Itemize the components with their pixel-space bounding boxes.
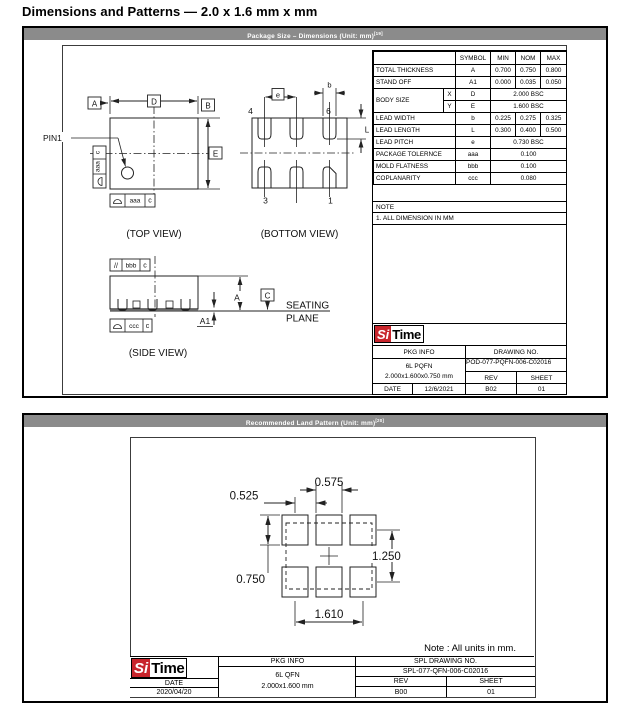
- table-cell: LEAD LENGTH: [374, 125, 456, 137]
- seating-plane-label: SEATING: [286, 300, 330, 312]
- section2-header-text: Recommended Land Pattern (Unit: mm): [245, 420, 376, 428]
- tolerance-aaa: aaa: [129, 197, 141, 205]
- pkg-size: 2.000x1.600x0.750 mm: [385, 372, 453, 380]
- tolerance-frame-bottom: [110, 194, 155, 207]
- tolerance-ccc: ccc: [129, 323, 139, 330]
- dim-0575: 0.575: [314, 477, 344, 489]
- table-cell: L: [456, 125, 491, 137]
- table-cell: 0.750: [516, 65, 541, 77]
- dim-0525: 0.525: [229, 490, 259, 503]
- dim-label-A1: A1: [199, 316, 211, 326]
- col-nom: NOM: [516, 52, 541, 65]
- table-cell: ccc: [456, 173, 491, 185]
- table-cell: 0.300: [491, 125, 516, 137]
- table-cell: e: [456, 137, 491, 149]
- table-cell: TOTAL THICKNESS: [374, 65, 456, 77]
- dim-1250: 1.250: [372, 551, 401, 563]
- table-cell: LEAD PITCH: [374, 137, 456, 149]
- section1-body: [24, 40, 606, 392]
- dim-label-b: b: [327, 80, 332, 90]
- land-pattern-titleblock: [130, 656, 534, 697]
- dim-label-E: E: [212, 149, 219, 159]
- table-row: [374, 137, 567, 149]
- datum-label-B: B: [205, 101, 211, 111]
- table-row: [374, 173, 567, 185]
- table-cell: 0.400: [516, 125, 541, 137]
- sitime-logo-si: Si: [134, 659, 149, 677]
- datum-c-ref: c: [145, 323, 150, 330]
- titleblock-mid-row: [373, 358, 566, 384]
- pin-number-1: 1: [328, 195, 333, 206]
- sitime-logo: [374, 325, 424, 343]
- sitime-logo-time: Time: [392, 327, 421, 342]
- table-row: [374, 89, 567, 101]
- table-row: [374, 125, 567, 137]
- spl-drawing-no-value: SPL-077-QFN-006-C02016: [356, 667, 535, 677]
- section1-header-bar: [24, 28, 606, 40]
- table-cell: A: [456, 65, 491, 77]
- bottom-view-caption: (BOTTOM VIEW): [260, 229, 339, 240]
- dim-label-L: L: [364, 125, 370, 135]
- table-cell: 0.730 BSC: [491, 137, 567, 149]
- date-label: DATE: [373, 384, 413, 395]
- sitime-logo: [131, 658, 187, 678]
- table-row: [374, 113, 567, 125]
- table-cell: 0.225: [491, 113, 516, 125]
- dim-label-D: D: [151, 97, 157, 107]
- table-cell: 0.325: [541, 113, 567, 125]
- datum-c-ref: c: [143, 262, 147, 270]
- note-line: 1. ALL DIMENSION IN MM: [373, 212, 566, 225]
- tolerance-aaa: aaa: [94, 161, 102, 172]
- table-cell: 2.000 BSC: [491, 89, 567, 101]
- side-view-caption: (SIDE VIEW): [128, 348, 188, 359]
- pin-number-4: 4: [248, 106, 253, 116]
- table-cell: 1.600 BSC: [491, 101, 567, 113]
- table-cell: b: [456, 113, 491, 125]
- sitime-logo-si: Si: [377, 327, 390, 342]
- datum-c-ref: c: [148, 197, 152, 205]
- section1-header-footnote: [19]: [373, 31, 383, 36]
- table-cell: 0.100: [491, 161, 567, 173]
- table-header-row: [374, 52, 567, 65]
- titleblock-mid-col: [218, 657, 356, 697]
- sheet-value: 01: [487, 688, 495, 696]
- pkg-info-value: [373, 359, 466, 384]
- pin1-label: PIN1: [43, 133, 62, 143]
- sheet-value: 01: [537, 386, 546, 393]
- date-value: 12/6/2021: [413, 384, 466, 395]
- table-cell: D: [456, 89, 491, 101]
- col-min: MIN: [491, 52, 516, 65]
- table-cell: X: [444, 89, 456, 101]
- sitime-logo-time: Time: [151, 659, 185, 677]
- pin-number-3: 3: [263, 195, 268, 206]
- dim-0750: 0.750: [236, 574, 265, 586]
- dim-label-e: e: [275, 90, 281, 100]
- pkg-info-value: [219, 667, 356, 696]
- datum-label-C: C: [264, 291, 271, 301]
- drawing-no-label: DRAWING NO.: [493, 349, 539, 356]
- datum-label-A: A: [91, 99, 98, 109]
- date-label: DATE: [130, 678, 218, 687]
- table-cell: MOLD FLATNESS: [374, 161, 456, 173]
- pkg-name: 6L PQFN: [405, 363, 433, 371]
- table-cell: 0.000: [491, 77, 516, 89]
- drawing-no-value: POD-077-PQFN-006-C02016: [466, 359, 566, 372]
- section1-header-text: Package Size – Dimensions (Unit: mm): [247, 33, 374, 41]
- rev-label: REV: [356, 677, 447, 686]
- section2-body: [24, 427, 606, 697]
- table-row: [374, 161, 567, 173]
- table-cell: LEAD WIDTH: [374, 113, 456, 125]
- titleblock-left-col: [130, 657, 218, 697]
- rev-value: B02: [466, 384, 517, 395]
- tolerance-frame-coplanarity: [110, 319, 152, 332]
- table-row: [374, 149, 567, 161]
- table-cell: bbb: [456, 161, 491, 173]
- table-cell: Y: [444, 101, 456, 113]
- pin1-marker: [122, 167, 134, 179]
- table-cell: [374, 52, 456, 65]
- titleblock-right-col: [355, 657, 535, 697]
- table-cell: 0.050: [541, 77, 567, 89]
- table-cell: 0.035: [516, 77, 541, 89]
- table-row: [374, 77, 567, 89]
- spl-drawing-no-label: SPL DRAWING NO.: [356, 657, 535, 667]
- dimension-table-column: [372, 50, 567, 395]
- titleblock-header-row: [373, 345, 566, 359]
- dim-1610: 1.610: [314, 609, 344, 621]
- dimensions-table: [373, 51, 567, 185]
- sheet-label: SHEET: [479, 678, 503, 685]
- side-view: [110, 256, 330, 359]
- table-cell: 0.100: [491, 149, 567, 161]
- section2-header-bar: [24, 415, 606, 427]
- section2-header-footnote: [20]: [375, 418, 385, 423]
- date-value: 2020/04/20: [130, 687, 218, 696]
- col-symbol: SYMBOL: [456, 52, 491, 65]
- table-cell: BODY SIZE: [374, 89, 444, 113]
- section-land-pattern: [22, 413, 608, 703]
- sheet-label: SHEET: [530, 374, 553, 382]
- top-view-caption: (TOP VIEW): [126, 229, 182, 240]
- table-cell: A1: [456, 77, 491, 89]
- units-note: Note : All units in mm.: [424, 643, 516, 654]
- titleblock-logo-row: [373, 323, 566, 346]
- pkg-info-label: PKG INFO: [219, 657, 356, 667]
- tolerance-frame-parallelism: [110, 259, 150, 271]
- table-cell: 0.700: [491, 65, 516, 77]
- pkg-size: 2.000x1.600 mm: [261, 682, 314, 690]
- bottom-view: [240, 81, 372, 241]
- pkg-info-label: PKG INFO: [373, 346, 466, 359]
- rev-label: REV: [466, 372, 517, 384]
- table-cell: aaa: [456, 149, 491, 161]
- dim-label-A: A: [234, 292, 240, 303]
- table-cell: 0.800: [541, 65, 567, 77]
- tolerance-bbb: bbb: [125, 262, 137, 270]
- page-title: Dimensions and Patterns — 2.0 x 1.6 mm x mm: [22, 4, 318, 19]
- section-package-dimensions: [22, 26, 608, 398]
- center-cross: [320, 547, 338, 565]
- pkg-name: 6L QFN: [275, 672, 300, 680]
- pin-number-6: 6: [326, 106, 331, 116]
- package-views-drawing: [24, 40, 373, 392]
- titleblock-bottom-row: [373, 383, 566, 395]
- datum-c-ref: c: [94, 150, 102, 155]
- table-cell: 0.275: [516, 113, 541, 125]
- table-cell: E: [456, 101, 491, 113]
- table-cell: 0.500: [541, 125, 567, 137]
- tolerance-frame-left: [93, 146, 106, 188]
- top-view: [41, 95, 222, 240]
- parallelism-symbol-icon: //: [114, 263, 118, 270]
- table-cell: COPLANARITY: [374, 173, 456, 185]
- note-header: NOTE: [373, 201, 566, 213]
- rev-value: B00: [356, 687, 447, 697]
- table-row: [374, 65, 567, 77]
- col-max: MAX: [541, 52, 567, 65]
- table-cell: PACKAGE TOLERNCE: [374, 149, 456, 161]
- table-cell: 0.080: [491, 173, 567, 185]
- table-cell: STAND OFF: [374, 77, 456, 89]
- seating-plane-label2: PLANE: [286, 313, 319, 325]
